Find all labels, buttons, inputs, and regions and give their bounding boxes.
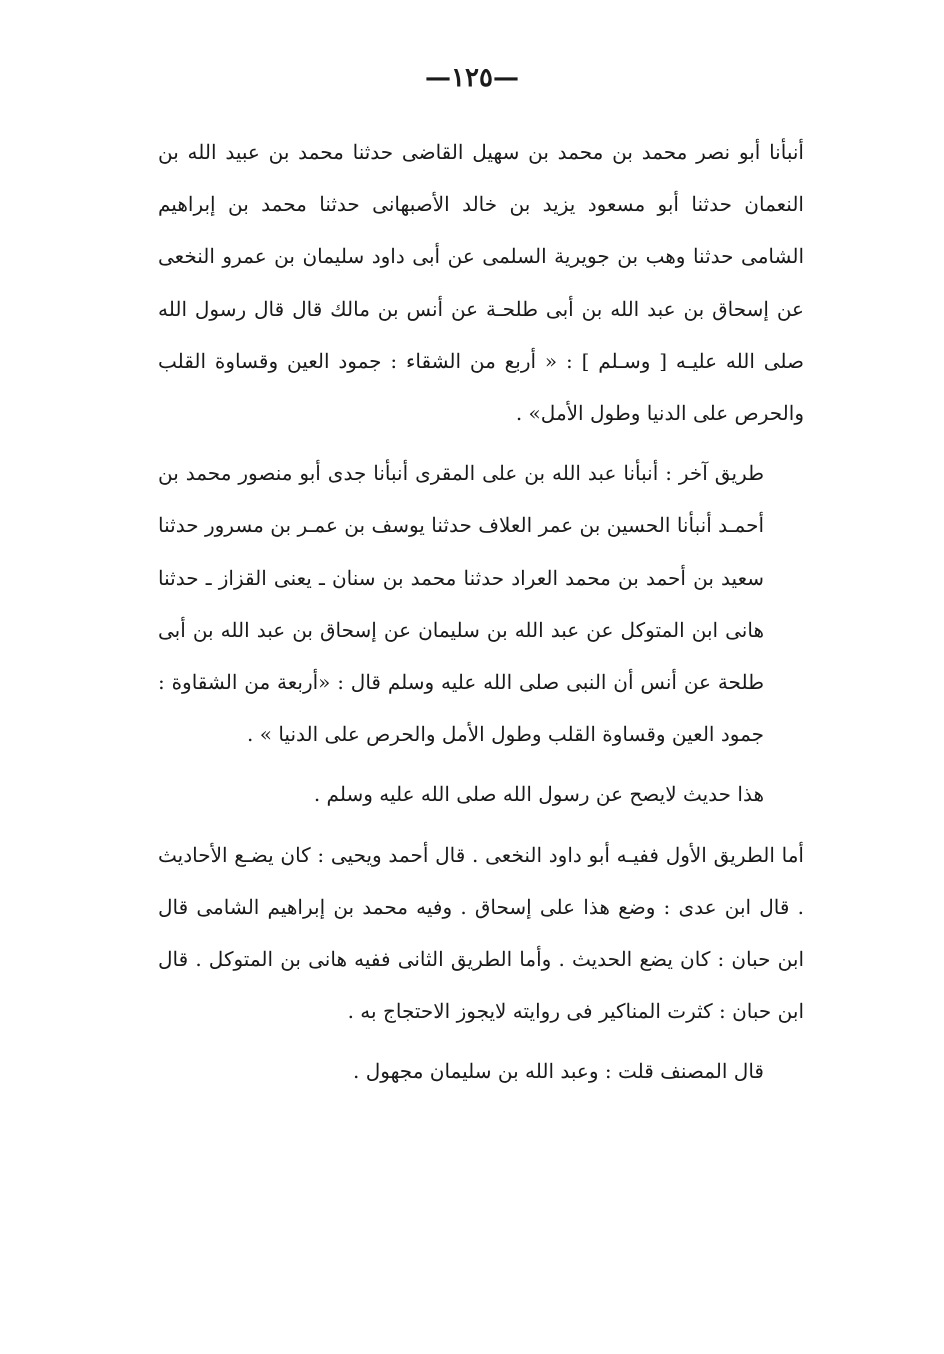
- paragraph-hadith-chain-2: طريق آخر : أنبأنا عبد الله بن على المقرى أنبأنا جدى أبو منصور محمد بن أحمـد أنبأنا الحسين بن عمر العلاف حدثنا يوسف بن عمـر بن مسرور حدثنا سعيد بن أحمد بن محمد العراد حدثنا محمد بن سنان ـ يعنى القزاز ـ حدثنا هانى ابن المتوكل عن عبد الله بن سليمان عن إسحاق بن عبد الله بن أبى طلحة عن أنس أن النبى صلى الله عليه وسلم قال : «أربعة من الشقاوة : جمود العين وقساوة القلب وطول الأمل والحرص على الدنيا » .: [158, 461, 764, 747]
- paragraph-verdict: هذا حديث لايصح عن رسول الله صلى الله عليه وسلم .: [313, 782, 764, 807]
- page-number: —١٢٥—: [425, 63, 519, 93]
- page-body: [158, 126, 804, 1098]
- paragraph-hadith-chain-1: أنبأنا أبو نصر محمد بن محمد بن سهيل القاضى حدثنا محمد بن عبيد الله بن النعمان حدثنا أبو مسعود يزيد بن خالد الأصبهانى حدثنا محمد بن إبراهيم الشامى حدثنا وهب بن جويرية السلمى عن أبى داود سليمان بن عمرو النخعى عن إسحاق بن عبد الله بن أبى طلحـة عن أنس بن مالك قال قال رسول الله صلى الله عليـه [ وسـلم ] : « أربع من الشقاء : جمود العين وقساوة القلب والحرص على الدنيا وطول الأمل» .: [158, 140, 804, 426]
- paragraph-narrator-criticism: أما الطريق الأول ففيـه أبو داود النخعى . قال أحمد ويحيى : كان يضـع الأحاديث . قال ابن عدى : وضع هذا على إسحاق . وفيه محمد بن إبراهيم الشامى قال ابن حبان : كان يضع الحديث . وأما الطريق الثانى ففيه هانى بن المتوكل . قال ابن حبان : كثرت المناكير فى روايته لايجوز الاحتجاج به .: [158, 842, 805, 1024]
- paragraph-author-note: قال المصنف قلت : وعبد الله بن سليمان مجهول .: [353, 1059, 764, 1084]
